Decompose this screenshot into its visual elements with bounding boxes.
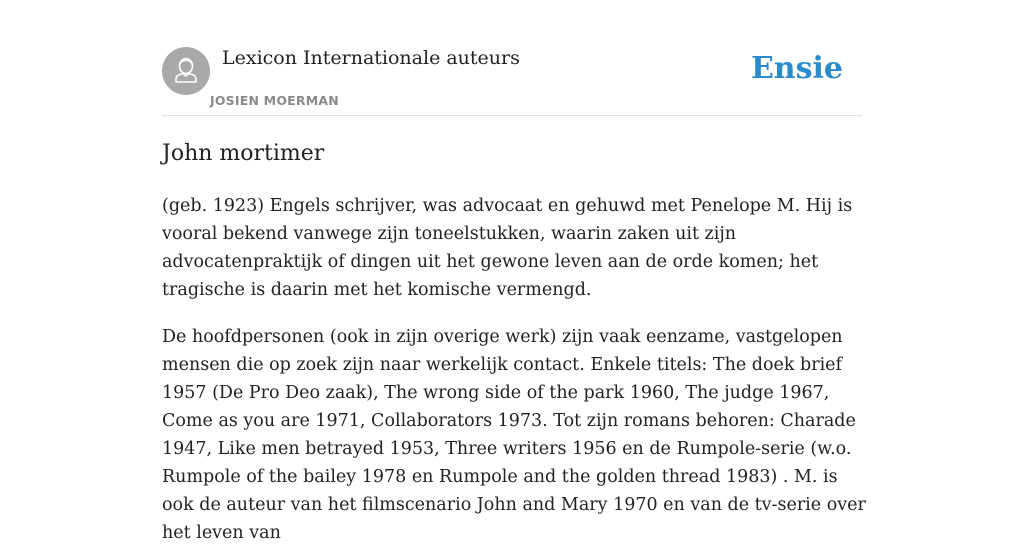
- avatar[interactable]: [162, 47, 210, 95]
- article-title: John mortimer: [162, 141, 325, 166]
- user-silhouette-icon: [162, 47, 210, 95]
- brand-logo[interactable]: Ensie: [750, 51, 843, 86]
- article: [162, 136, 867, 547]
- article-paragraph: (geb. 1923) Engels schrijver, was advocaat en gehuwd met Penelope M. Hij is vooral bekend vanwege zijn toneelstukken, waarin zaken uit zijn advocatenpraktijk of dingen uit het gewone leven aan de orde komen; het tragische is daarin met het komische vermengd.: [162, 196, 853, 300]
- source-title[interactable]: Lexicon Internationale auteurs: [222, 47, 520, 69]
- header: [162, 46, 862, 116]
- article-paragraph: De hoofdpersonen (ook in zijn overige werk) zijn vaak eenzame, vastgelopen mensen die op zoek zijn naar werkelijk contact. Enkele titels: The doek brief 1957 (De Pro Deo zaak), The wrong side of the park 1960, The judge 1967, Come as you are 1971, Collaborators 1973. Tot zijn romans behoren: Charade 1947, Like men betrayed 1953, Three writers 1956 en de Rumpole-serie (w.o. Rumpole of the bailey 1978 en Rumpole and the golden thread 1983) . M. is ook de auteur van het filmscenario John and Mary 1970 en van de tv-serie over het leven van: [162, 327, 866, 543]
- author-name[interactable]: JOSIEN MOERMAN: [210, 93, 339, 108]
